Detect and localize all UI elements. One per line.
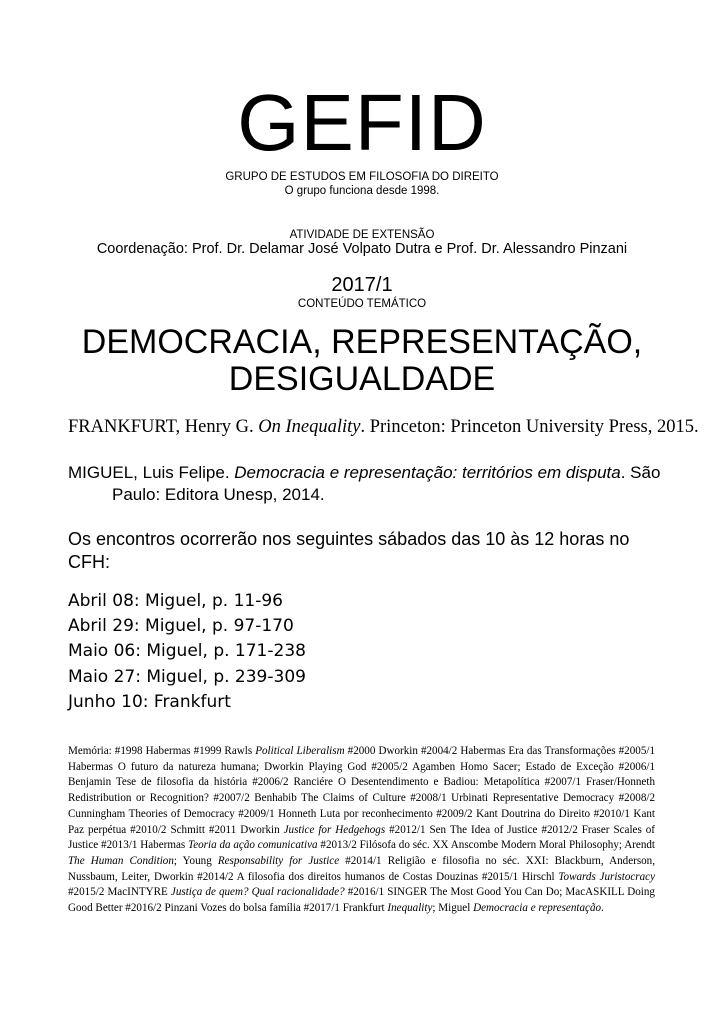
- schedule-item: Maio 27: Miguel, p. 239-309: [68, 666, 306, 687]
- memoria-segment-italic: Justiça de quem? Qual racionalidade?: [170, 886, 345, 899]
- memoria-segment: #2000 Dworkin #2004/2 Habermas Era das Transformações #2005/1 Habermas O futuro da natureza humana; Dworkin Playing God #2005/2 Agamben Homo Sacer; Estado de Exceção #2006/1 Benjamin Tese de filosofia da história #2006/2 Ranciére O Desentendimento e Badiou: Metapolítica #2007/1 Fraser/Honneth Redistribution or Recognition? #2007/2 Benhabib The Claims of Culture #2008/1 Urbinati Representative Democracy #2008/2 Cunningham Theories of Democracy #2009/1 Honneth Luta por reconhecimento #2009/2 Kant Doutrina do Direito #2010/1 Kant Paz perpétua #2010/2 Schmitt #2011 Dworkin: [68, 745, 655, 836]
- memoria-segment-italic: Teoria da ação comunicativa: [188, 839, 318, 852]
- memoria-segment: #2012/1 Sen The Idea of Justice #2012/2 Fraser Scales of Justice #2013/1 Habermas: [68, 823, 655, 852]
- reference-title: On Inequality: [258, 417, 361, 437]
- reference-author: MIGUEL, Luis Felipe.: [68, 463, 235, 482]
- reference-author: FRANKFURT, Henry G.: [68, 417, 259, 437]
- memoria-segment: ; Miguel: [432, 902, 474, 915]
- meetings-intro: Os encontros ocorrerão nos seguintes sábados das 10 às 12 horas no CFH:: [68, 529, 630, 572]
- memoria-segment: #2013/2 Filósofa do séc. XX Anscombe Modern Moral Philosophy; Arendt: [317, 839, 656, 852]
- memoria-segment-italic: Democracia e representação: [473, 902, 602, 915]
- theme-title: DEMOCRACIA, REPRESENTAÇÃO, DESIGUALDADE: [81, 323, 643, 398]
- memoria-history: [68, 744, 655, 917]
- memoria-segment-italic: Political Liberalism: [255, 745, 345, 757]
- activity-label: ATIVIDADE DE EXTENSÃO: [289, 229, 435, 241]
- group-since: O grupo funciona desde 1998.: [284, 185, 440, 197]
- memoria-segment: #2016/1 SINGER The Most Good You Can Do; MacASKILL Doing Good Better #2016/2 Pinzani Vozes do bolsa família #2017/1 Frankfurt: [68, 886, 655, 915]
- memoria-segment-italic: Responsability for Justice: [217, 854, 340, 867]
- memoria-segment-italic: Justice for Hedgehogs: [283, 823, 386, 836]
- term-year: 2017/1: [331, 274, 393, 296]
- content-label: CONTEÚDO TEMÁTICO: [297, 298, 427, 310]
- reference-frankfurt: [68, 417, 712, 438]
- memoria-segment-italic: The Human Condition: [68, 854, 174, 867]
- reference-publisher: . São Paulo: Editora Unesp, 2014.: [112, 463, 661, 504]
- reference-publisher: . Princeton: Princeton University Press, 2015.: [360, 417, 699, 437]
- schedule-item: Maio 06: Miguel, p. 171-238: [68, 641, 306, 662]
- reference-miguel: [68, 462, 712, 506]
- memoria-segment: #2014/1 Religião e filosofia no séc. XXI: Blackburn, Anderson, Nussbaum, Leiter, Dworkin #2014/2 A filosofia dos direitos humanos de Costas Douzinas #2015/1 Hirschl: [68, 854, 656, 883]
- meeting-schedule: [68, 589, 568, 715]
- memoria-segment-italic: Towards Juristocracy: [558, 870, 656, 883]
- memoria-segment: ; Young: [173, 854, 218, 867]
- schedule-item: Abril 29: Miguel, p. 97-170: [68, 616, 294, 637]
- schedule-item: Junho 10: Frankfurt: [68, 691, 231, 712]
- group-name: GRUPO DE ESTUDOS EM FILOSOFIA DO DIREITO: [225, 171, 499, 183]
- memoria-segment: .: [601, 902, 604, 915]
- memoria-segment: Memória: #1998 Habermas #1999 Rawls: [68, 745, 256, 757]
- memoria-segment: #2015/2 MacINTYRE: [68, 886, 171, 899]
- reference-title: Democracia e representação: territórios em disputa: [234, 463, 621, 482]
- gefid-logo-text: GEFID: [237, 78, 487, 167]
- coordination-line: Coordenação: Prof. Dr. Delamar José Volpato Dutra e Prof. Dr. Alessandro Pinzani: [96, 241, 628, 257]
- memoria-segment-italic: Inequality: [387, 902, 433, 915]
- schedule-item: Abril 08: Miguel, p. 11-96: [68, 591, 283, 611]
